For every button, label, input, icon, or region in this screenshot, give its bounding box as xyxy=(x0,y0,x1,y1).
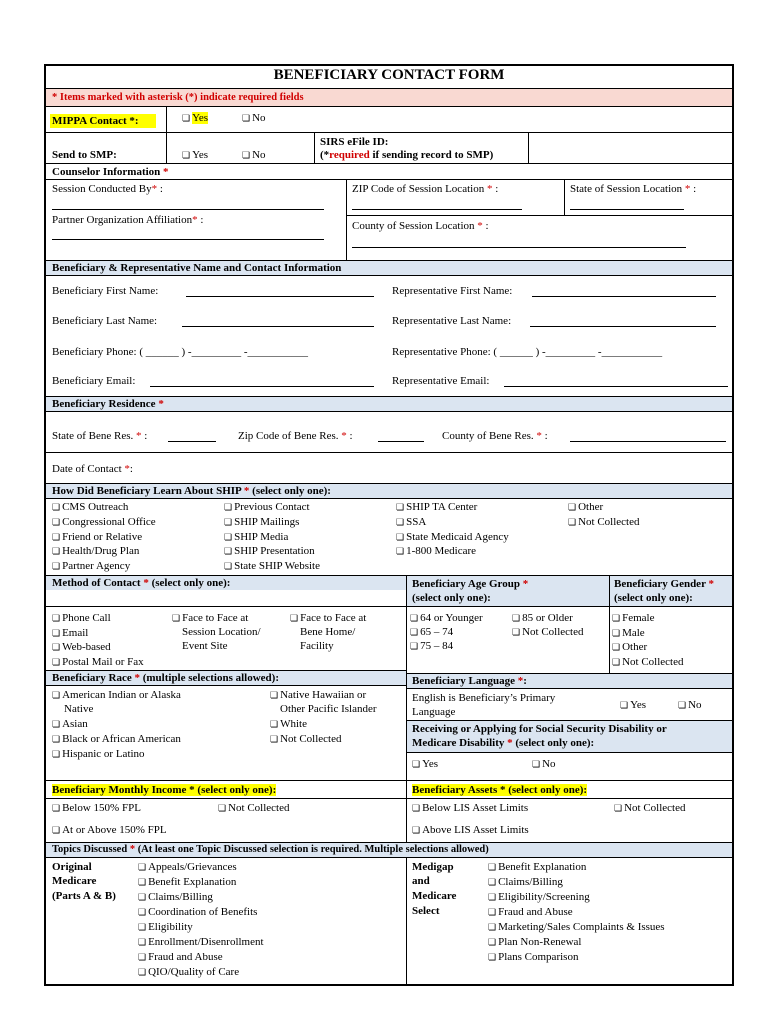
ship-source-checkbox[interactable]: ❏ SHIP Mailings xyxy=(224,515,299,529)
income-not-collected-checkbox[interactable]: ❏ Not Collected xyxy=(218,801,289,815)
bene-last-name-label: Beneficiary Last Name: xyxy=(52,315,158,327)
session-conducted-by-label: Session Conducted By* : xyxy=(52,183,163,195)
ship-source-checkbox[interactable]: ❏ SHIP TA Center xyxy=(396,500,477,514)
ship-source-checkbox[interactable]: ❏ Other xyxy=(568,500,603,514)
contact-method-checkbox[interactable]: ❏ Web-based xyxy=(52,640,111,654)
mippa-no-checkbox[interactable]: ❏ No xyxy=(242,111,266,125)
smp-no-checkbox[interactable]: ❏ No xyxy=(242,148,266,162)
rep-phone-field[interactable]: Representative Phone: ( ______ ) -_________ -___________ xyxy=(392,346,663,358)
income-below-checkbox[interactable]: ❏ Below 150% FPL xyxy=(52,801,141,815)
method-header: Method of Contact * (select only one): xyxy=(52,577,231,589)
assets-not-collected-checkbox[interactable]: ❏ Not Collected xyxy=(614,801,685,815)
topic-original-checkbox[interactable]: ❏ Fraud and Abuse xyxy=(138,950,223,964)
topic-original-checkbox[interactable]: ❏ Enrollment/Disenrollment xyxy=(138,935,264,949)
bene-county-label: County of Bene Res. * : xyxy=(442,430,548,442)
topic-original-checkbox[interactable]: ❏ Coordination of Benefits xyxy=(138,905,257,919)
age-64-checkbox[interactable]: ❏ 64 or Younger xyxy=(410,611,483,625)
county-session-label: County of Session Location * : xyxy=(352,220,489,232)
date-of-contact-label: Date of Contact *: xyxy=(52,463,133,475)
topic-medigap-checkbox[interactable]: ❏ Fraud and Abuse xyxy=(488,905,573,919)
ship-source-checkbox[interactable]: ❏ SHIP Presentation xyxy=(224,544,315,558)
ship-source-checkbox[interactable]: ❏ Friend or Relative xyxy=(52,530,142,544)
smp-yes-checkbox[interactable]: ❏ Yes xyxy=(182,148,208,162)
topic-original-checkbox[interactable]: ❏ Eligibility xyxy=(138,920,193,934)
sirs-efile-label: SIRS eFile ID: xyxy=(320,136,389,148)
assets-below-checkbox[interactable]: ❏ Below LIS Asset Limits xyxy=(412,801,528,815)
contact-method-checkbox[interactable]: ❏ Email xyxy=(52,626,88,640)
gender-checkbox[interactable]: ❏ Female xyxy=(612,611,654,625)
age-75-84-checkbox[interactable]: ❏ 75 – 84 xyxy=(410,639,453,653)
topic-original-checkbox[interactable]: ❏ Benefit Explanation xyxy=(138,875,236,889)
ship-source-checkbox[interactable]: ❏ Partner Agency xyxy=(52,559,130,573)
ship-source-checkbox[interactable]: ❏ SHIP Media xyxy=(224,530,288,544)
topics-header: Topics Discussed * (At least one Topic Discussed selection is required. Multiple selections allowed) xyxy=(52,844,489,855)
language-header: Beneficiary Language *: xyxy=(412,675,527,687)
rep-last-name-label: Representative Last Name: xyxy=(392,315,512,327)
age-65-74-checkbox[interactable]: ❏ 65 – 74 xyxy=(410,625,453,639)
age-85-checkbox[interactable]: ❏ 85 or Older xyxy=(512,611,573,625)
topic-original-checkbox[interactable]: ❏ Appeals/Grievances xyxy=(138,860,237,874)
gender-checkbox[interactable]: ❏ Not Collected xyxy=(612,655,683,669)
age-header: Beneficiary Age Group * xyxy=(412,578,529,590)
assets-header: Beneficiary Assets * (select only one): xyxy=(412,784,588,796)
gender-header: Beneficiary Gender * xyxy=(614,578,714,590)
contact-info-header: Beneficiary & Representative Name and Contact Information xyxy=(52,262,342,274)
bene-state-label: State of Bene Res. * : xyxy=(52,430,148,442)
disability-no-checkbox[interactable]: ❏ No xyxy=(532,757,556,771)
language-no-checkbox[interactable]: ❏ No xyxy=(678,698,702,712)
race-hawaiian-checkbox[interactable]: ❏ Native Hawaiian or xyxy=(270,688,366,702)
bene-first-name-label: Beneficiary First Name: xyxy=(52,285,159,297)
bene-zip-label: Zip Code of Bene Res. * : xyxy=(238,430,353,442)
ship-source-checkbox[interactable]: ❏ 1-800 Medicare xyxy=(396,544,476,558)
race-not-collected-checkbox[interactable]: ❏ Not Collected xyxy=(270,732,341,746)
ship-source-checkbox[interactable]: ❏ State Medicaid Agency xyxy=(396,530,509,544)
disability-header: Receiving or Applying for Social Security Disability or xyxy=(412,723,667,735)
contact-method-checkbox[interactable]: ❏ Postal Mail or Fax xyxy=(52,655,144,669)
bene-email-label: Beneficiary Email: xyxy=(52,375,136,387)
contact-method-checkbox[interactable]: ❏ Phone Call xyxy=(52,611,111,625)
gender-checkbox[interactable]: ❏ Other xyxy=(612,640,647,654)
sirs-efile-note: (*required if sending record to SMP) xyxy=(320,149,494,161)
topic-medigap-checkbox[interactable]: ❏ Eligibility/Screening xyxy=(488,890,590,904)
mippa-label: MIPPA Contact *: xyxy=(52,115,139,127)
form-title: BENEFICIARY CONTACT FORM xyxy=(273,67,505,83)
assets-above-checkbox[interactable]: ❏ Above LIS Asset Limits xyxy=(412,823,529,837)
race-asian-checkbox[interactable]: ❏ Asian xyxy=(52,717,88,731)
topic-medigap-checkbox[interactable]: ❏ Plans Comparison xyxy=(488,950,578,964)
race-hispanic-checkbox[interactable]: ❏ Hispanic or Latino xyxy=(52,747,145,761)
required-fields-note: * Items marked with asterisk (*) indicate required fields xyxy=(52,92,304,103)
residence-header: Beneficiary Residence * xyxy=(52,398,164,410)
ship-source-checkbox[interactable]: ❏ Congressional Office xyxy=(52,515,156,529)
ship-learn-header: How Did Beneficiary Learn About SHIP * (select only one): xyxy=(52,485,331,497)
income-above-checkbox[interactable]: ❏ At or Above 150% FPL xyxy=(52,823,167,837)
topic-original-checkbox[interactable]: ❏ QIO/Quality of Care xyxy=(138,965,239,979)
topic-medigap-checkbox[interactable]: ❏ Benefit Explanation xyxy=(488,860,586,874)
state-session-label: State of Session Location * : xyxy=(570,183,697,195)
ship-source-checkbox[interactable]: ❏ State SHIP Website xyxy=(224,559,320,573)
english-primary-label: English is Beneficiary’s Primary xyxy=(412,692,556,704)
rep-first-name-label: Representative First Name: xyxy=(392,285,513,297)
rep-email-label: Representative Email: xyxy=(392,375,490,387)
face-to-face-home-checkbox[interactable]: ❏ Face to Face at xyxy=(290,611,366,625)
topic-original-checkbox[interactable]: ❏ Claims/Billing xyxy=(138,890,213,904)
race-white-checkbox[interactable]: ❏ White xyxy=(270,717,307,731)
gender-checkbox[interactable]: ❏ Male xyxy=(612,626,645,640)
ship-source-checkbox[interactable]: ❏ SSA xyxy=(396,515,426,529)
counselor-info-header: Counselor Information * xyxy=(52,166,169,178)
age-not-collected-checkbox[interactable]: ❏ Not Collected xyxy=(512,625,583,639)
partner-org-label: Partner Organization Affiliation* : xyxy=(52,214,204,226)
race-american-indian-checkbox[interactable]: ❏ American Indian or Alaska xyxy=(52,688,181,702)
bene-phone-field[interactable]: Beneficiary Phone: ( ______ ) -_________ -___________ xyxy=(52,346,309,358)
topic-medigap-checkbox[interactable]: ❏ Claims/Billing xyxy=(488,875,563,889)
disability-yes-checkbox[interactable]: ❏ Yes xyxy=(412,757,438,771)
ship-source-checkbox[interactable]: ❏ Not Collected xyxy=(568,515,639,529)
ship-source-checkbox[interactable]: ❏ CMS Outreach xyxy=(52,500,128,514)
ship-source-checkbox[interactable]: ❏ Health/Drug Plan xyxy=(52,544,139,558)
mippa-yes-checkbox[interactable]: ❏ Yes xyxy=(182,111,208,125)
topic-medigap-checkbox[interactable]: ❏ Marketing/Sales Complaints & Issues xyxy=(488,920,665,934)
ship-source-checkbox[interactable]: ❏ Previous Contact xyxy=(224,500,310,514)
language-yes-checkbox[interactable]: ❏ Yes xyxy=(620,698,646,712)
face-to-face-session-checkbox[interactable]: ❏ Face to Face at xyxy=(172,611,248,625)
race-header: Beneficiary Race * (multiple selections allowed): xyxy=(52,672,279,684)
income-header: Beneficiary Monthly Income * (select only one): xyxy=(52,784,277,796)
zip-session-label: ZIP Code of Session Location * : xyxy=(352,183,499,195)
topic-medigap-checkbox[interactable]: ❏ Plan Non-Renewal xyxy=(488,935,581,949)
smp-label: Send to SMP: xyxy=(52,149,117,161)
race-black-checkbox[interactable]: ❏ Black or African American xyxy=(52,732,181,746)
beneficiary-contact-form: BENEFICIARY CONTACT FORM * Items marked with asterisk (*) indicate required fields MIPPA Contact *: ❏ Yes ❏ No Send to SMP: ❏ Yes ❏ No SIRS eFile ID: (*required if sending record to SMP) Counselor Information * Session Conducted By* : Partner Organization Affiliation* : ZIP Code of Session Location * : State of Session Location * : County of Session Location * : Beneficiary & Representative Name and Contact Information Beneficiary First Name: Representative First Name: Beneficiary Last Name: Representative Last Name: Beneficiary Phone: ( ______ ) -_________ -___________ Representative Phone: ( ______ ) -_________ -___________ Beneficiary Email: Representative Email: Beneficiary Residence * State of Bene Res. * : Zip Code of Bene Res. * : County of Bene Res. * : Date of Contact *: How Did Beneficiary Learn About SHIP * (select only one): ❏ CMS Outreach ❏ Congressional Office ❏ Friend or Relative ❏ Health/Drug Plan ❏ Partner Agency ❏ Previous Contact ❏ SHIP Mailings ❏ SHIP Media ❏ SHIP Presentation ❏ State SHIP Website ❏ SHIP TA Center ❏ SSA ❏ State Medicaid Agency ❏ 1-800 Medicare ❏ Other ❏ Not Collected Method of Contact * (select only one): Beneficiary Age Group * (select only one): Beneficiary Gender * (select only one): ❏ Phone Call ❏ Email ❏ Web-based ❏ Postal Mail or Fax ❏ Face to Face at Session Location/ Event Site ❏ Face to Face at Bene Home/ Facility ❏ 64 or Younger ❏ 65 – 74 ❏ 75 – 84 ❏ 85 or Older ❏ Not Collected ❏ Female ❏ Male ❏ Other ❏ Not Collected Beneficiary Race * (multiple selections allowed): ❏ American Indian or Alaska Native ❏ Asian ❏ Black or African American ❏ Hispanic or Latino ❏ Native Hawaiian or Other Pacific Islander ❏ White ❏ Not Collected Beneficiary Language *: English is Beneficiary’s Primary Language ❏ Yes ❏ No Receiving or Applying for Social Security Disability or Medicare Disability * (select only one): ❏ Yes ❏ No Beneficiary Monthly Income * (select only one): Beneficiary Assets * (select only one): ❏ Below 150% FPL ❏ Not Collected ❏ At or Above 150% FPL ❏ Below LIS Asset Limits ❏ Not Collected ❏ Above LIS Asset Limits Topics Discussed * (At least one Topic Discussed selection is required. Multiple selections allowed) Original Medicare (Parts A & B) ❏ Appeals/Grievances ❏ Benefit Explanation ❏ Claims/Billing ❏ Coordination of Benefits ❏ Eligibility ❏ Enrollment/Disenrollment ❏ Fraud and Abuse ❏ QIO/Quality of Care Medigap and Medicare Select ❏ Benefit Explanation ❏ Claims/Billing ❏ Eligibility/Screening ❏ Fraud and Abuse ❏ Marketing/Sales Complaints & Issues ❏ Plan Non-Renewal ❏ Plans Comparison xyxy=(44,64,734,986)
